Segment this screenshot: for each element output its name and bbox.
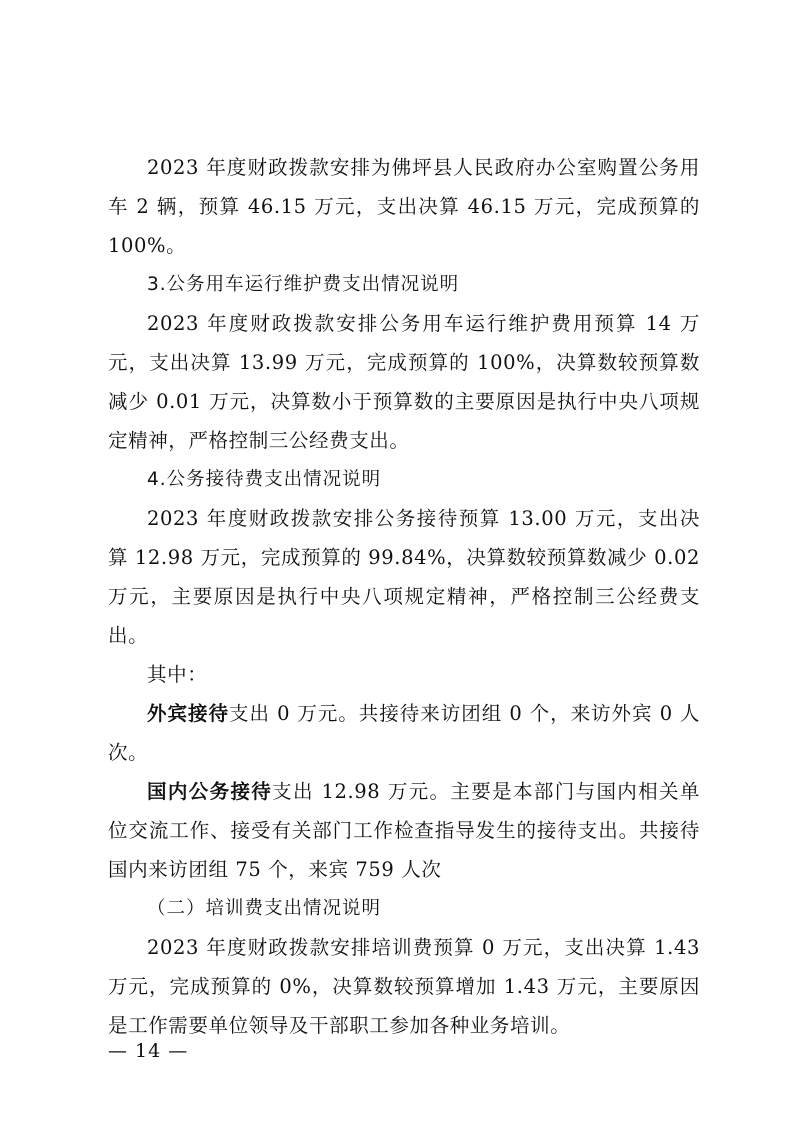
heading-vehicle-maintenance: 3.公务用车运行维护费支出情况说明 <box>147 274 460 295</box>
paragraph-foreign-reception <box>108 694 700 772</box>
document-body <box>108 148 700 1045</box>
paragraph-training: 2023 年度财政拨款安排培训费预算 0 万元，支出决算 1.43 万元，完成预算的 0%，决算数较预算增加 1.43 万元，主要原因是工作需要单位领导及干部职工参加各种业务培训。 <box>108 936 700 1037</box>
paragraph-reception: 2023 年度财政拨款安排公务接待预算 13.00 万元，支出决算 12.98 万元，完成预算的 99.84%，决算数较预算数减少 0.02 万元，主要原因是执行中央八项规定精神，严格控制三公经费支出。 <box>108 507 700 647</box>
foreign-reception-text: 支出 0 万元。共接待来访团组 0 个，来访外宾 0 人次。 <box>108 702 701 764</box>
heading-training: （二）培训费支出情况说明 <box>147 898 382 919</box>
paragraph-among-which: 其中： <box>147 663 208 686</box>
domestic-reception-label: 国内公务接待 <box>147 780 273 803</box>
paragraph-vehicle-maintenance: 2023 年度财政拨款安排公务用车运行维护费用预算 14 万元，支出决算 13.99 万元，完成预算的 100%，决算数较预算数减少 0.01 万元，决算数小于预算数的主要原因是执行中央八项规定精神，严格控制三公经费支出。 <box>108 312 700 452</box>
paragraph-vehicle-purchase: 2023 年度财政拨款安排为佛坪县人民政府办公室购置公务用车 2 辆，预算 46.15 万元，支出决算 46.15 万元，完成预算的 100%。 <box>108 156 700 257</box>
heading-reception: 4.公务接待费支出情况说明 <box>147 469 382 490</box>
foreign-reception-label: 外宾接待 <box>147 702 229 725</box>
domestic-reception-text: 支出 12.98 万元。主要是本部门与国内相关单位交流工作、接受有关部门工作检查指导发生的接待支出。共接待国内来访团组 75 个，来宾 759 人次 <box>108 780 700 881</box>
page-number: — 14 — <box>108 1040 189 1062</box>
paragraph-domestic-reception <box>108 772 700 889</box>
